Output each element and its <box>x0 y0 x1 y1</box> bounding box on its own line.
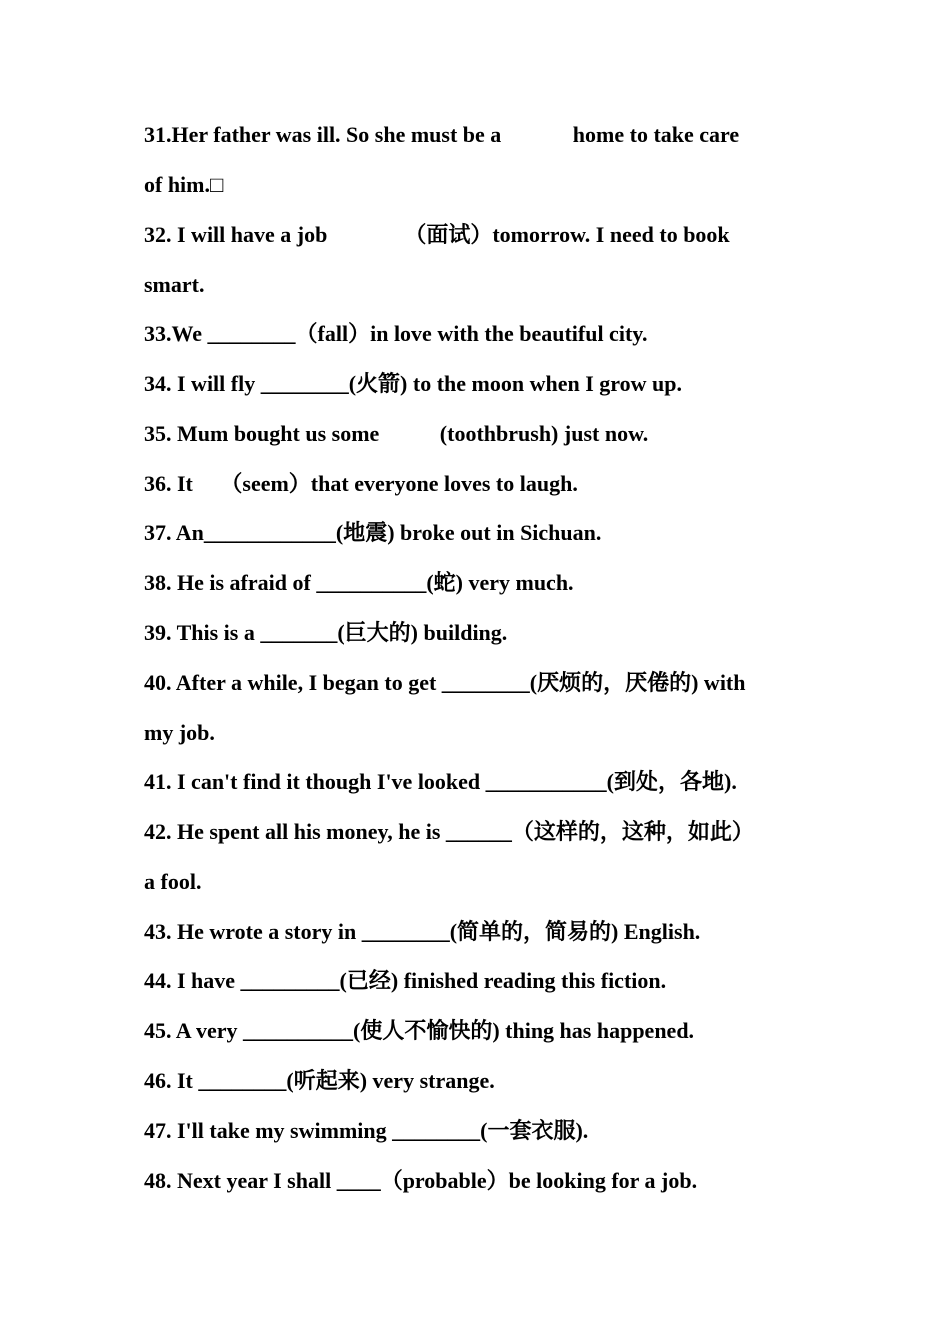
question-40-line-2: my job. <box>144 720 215 745</box>
question-36: 36. It （seem）that everyone loves to laugh. <box>144 471 578 496</box>
question-42-line-2: a fool. <box>144 869 202 894</box>
question-40-line-1: 40. After a while, I began to get ________(厌烦的，厌倦的) with <box>144 670 746 695</box>
question-31-line-2: of him.□ <box>144 172 224 197</box>
question-46: 46. It ________(听起来) very strange. <box>144 1068 495 1093</box>
question-45: 45. A very __________(使人不愉快的) thing has happened. <box>144 1018 695 1043</box>
question-44: 44. I have _________(已经) finished reading this fiction. <box>144 968 667 993</box>
question-33: 33.We ________（fall）in love with the beautiful city. <box>144 321 648 346</box>
question-31-line-1: 31.Her father was ill. So she must be a home to take care <box>144 122 740 147</box>
question-48: 48. Next year I shall ____（probable）be looking for a job. <box>144 1168 698 1193</box>
question-47: 47. I'll take my swimming ________(一套衣服). <box>144 1118 589 1143</box>
question-34: 34. I will fly ________(火箭) to the moon when I grow up. <box>144 371 683 396</box>
question-32-line-2: smart. <box>144 272 205 297</box>
question-32-line-1: 32. I will have a job （面试）tomorrow. I need to book <box>144 222 730 247</box>
question-37: 37. An____________(地震) broke out in Sichuan. <box>144 520 602 545</box>
question-42-line-1: 42. He spent all his money, he is ______（这样的，这种，如此） <box>144 819 754 844</box>
question-41: 41. I can't find it though I've looked ___________(到处，各地). <box>144 769 737 794</box>
question-39: 39. This is a _______(巨大的) building. <box>144 620 508 645</box>
question-35: 35. Mum bought us some (toothbrush) just now. <box>144 421 649 446</box>
question-38: 38. He is afraid of __________(蛇) very much. <box>144 570 574 595</box>
question-43: 43. He wrote a story in ________(简单的，简易的) English. <box>144 919 701 944</box>
